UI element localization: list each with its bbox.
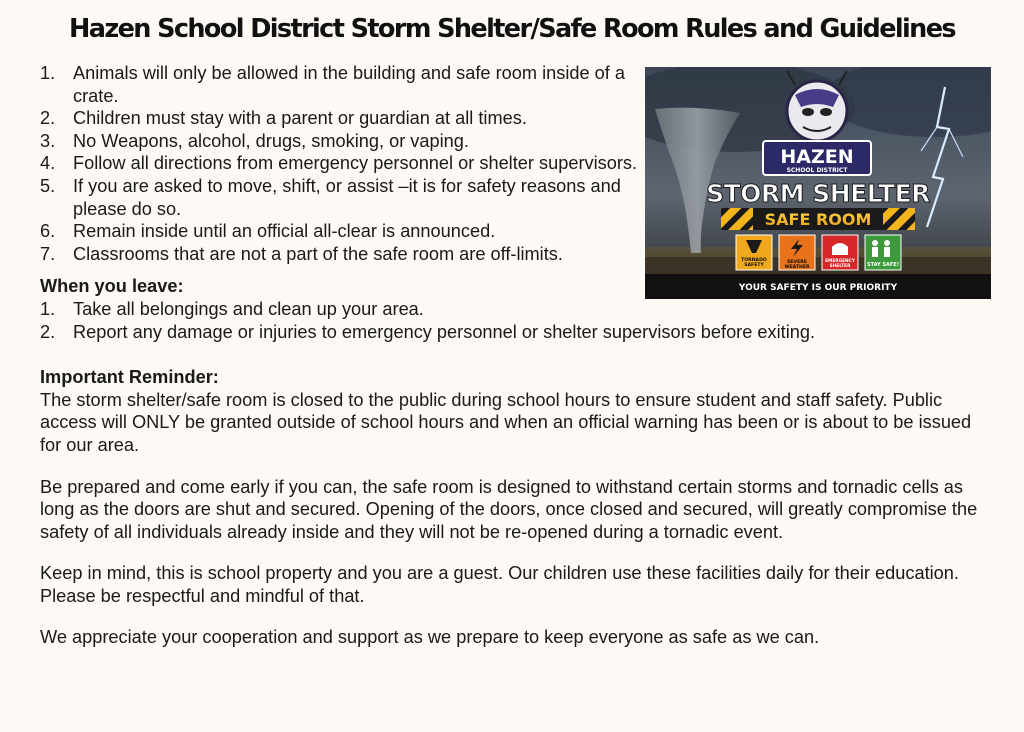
list-item [40,298,990,321]
svg-text:SHELTER: SHELTER [829,264,851,269]
list-item [40,107,640,130]
property-paragraph: Keep in mind, this is school property and you are a guest. Our children use these facilities daily for their education. Please be respectful and mindful of that. [40,563,959,606]
poster-badge-severe-weather [779,235,815,270]
item-text: Remain inside until an official all-clear is announced. [73,221,496,242]
svg-text:STAY SAFE!: STAY SAFE! [867,262,899,268]
item-number: 4. [40,153,56,174]
item-text: If you are asked to move, shift, or assist –it is for safety reasons and please do so. [73,175,621,219]
list-item [40,175,640,220]
item-number: 3. [40,130,56,151]
svg-text:SAFETY: SAFETY [744,263,764,268]
item-number: 1. [40,63,56,83]
rules-list [40,62,640,265]
svg-text:SEVERE: SEVERE [787,260,807,265]
item-number: 2. [40,321,56,342]
item-text: Classrooms that are not a part of the safe room are off-limits. [73,243,563,264]
item-number: 1. [40,298,56,319]
list-item [40,130,640,153]
item-number: 2. [40,108,56,129]
page-title: Hazen School District Storm Shelter/Safe Room Rules and Guidelines [68,14,956,44]
item-text: No Weapons, alcohol, drugs, smoking, or vaping. [73,130,469,151]
item-text: Children must stay with a parent or guardian at all times. [73,108,527,129]
poster-subheadline: SAFE ROOM [764,210,872,229]
list-item [40,220,640,243]
item-text: Follow all directions from emergency personnel or shelter supervisors. [73,153,638,174]
poster-badge-stay-safe [865,235,901,270]
reminder-paragraph: The storm shelter/safe room is closed to the public during school hours to ensure student and staff safety. Public access will ONLY be granted outside of school hours and when an official warning has been or is about to be issued for our area. [40,389,972,455]
list-item [40,243,640,266]
svg-text:WEATHER: WEATHER [784,265,810,270]
list-item [40,62,640,107]
poster-badge-emergency [822,235,858,270]
closing-paragraph: We appreciate your cooperation and support as we prepare to keep everyone as safe as we can. [40,627,820,648]
item-text: Take all belongings and clean up your area. [73,298,424,319]
poster-brand: HAZEN [780,146,854,168]
item-text: Report any damage or injuries to emergency personnel or shelter supervisors before exiting. [73,321,816,342]
item-number: 6. [40,221,56,242]
item-number: 7. [40,243,56,264]
svg-text:EMERGENCY: EMERGENCY [825,259,855,264]
item-number: 5. [40,175,56,196]
when-you-leave-heading: When you leave: [40,276,184,297]
item-text: Animals will only be allowed in the building and safe room inside of a crate. [73,63,626,106]
poster-headline: STORM SHELTER [706,179,930,208]
svg-text:TORNADO: TORNADO [741,258,767,263]
preparedness-paragraph: Be prepared and come early if you can, the safe room is designed to withstand certain storms and tornadic cells as long as the doors are shut and secured. Opening of the doors, once closed and secured, will greatly compromise the safety of all individuals already inside and they will not be re-opened during a tornadic event. [40,476,978,542]
list-item [40,152,640,175]
poster-badge-tornado [736,235,772,270]
poster-footer: YOUR SAFETY IS OUR PRIORITY [738,283,898,293]
poster-brand-sub: SCHOOL DISTRICT [786,167,848,174]
list-item [40,321,990,344]
reminder-heading: Important Reminder: [40,367,219,388]
leave-list [40,298,990,343]
storm-shelter-poster [645,67,991,299]
